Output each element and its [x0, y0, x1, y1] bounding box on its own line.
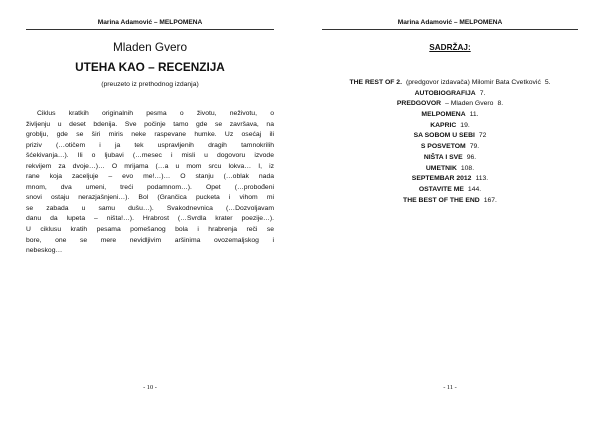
toc-entry: [300, 174, 600, 185]
body-line: snovi ostaju nerazjašnjeni…). Bol (Grančica pucketa i vihom mi: [26, 194, 274, 202]
review-author: Mladen Gvero: [112, 40, 188, 54]
body-line: bore, one se mere nevidljivim aršinima ovozemaljskog i: [26, 236, 274, 244]
toc-entry-page: 144.: [467, 185, 482, 193]
body-line: rekvijem za dvoje…)… O mrijama (…a u mom srcu lokva… I, iz: [26, 162, 274, 170]
body-line: groblju, gde se širi miris neke raspevane humke. Uz osećaj ili: [26, 131, 274, 139]
body-line: rane koja zaceljuje – evo me!…)… O stanju (…oblak nada: [26, 173, 274, 181]
toc-entry: [300, 185, 600, 196]
review-title: UTEHA KAO – RECENZIJA: [75, 60, 225, 74]
toc-entry: [300, 89, 600, 100]
toc-entry: [300, 110, 600, 121]
toc-entry-title: PREDGOVOR: [396, 100, 442, 108]
page-number: - 11 -: [443, 384, 457, 391]
toc-entry-title: NIŠTA I SVE: [423, 153, 463, 161]
toc-entry-title: THE REST OF 2.: [349, 79, 402, 86]
toc-entry-title: THE BEST OF THE END: [403, 196, 480, 204]
body-line: se zabada u samu dušu…). Svakodnevnica (…Dozvoljavam: [26, 204, 274, 212]
running-header: Marina Adamović – MELPOMENA: [97, 19, 203, 26]
toc-entry: [300, 131, 600, 142]
body-line: šćekivanja…). Ili o ljubavi (…mesec i misli u dogovoru izvode: [26, 152, 274, 160]
body-line: priziv (…otičem i ja tek uspravljenih dragih tamnokrilih: [26, 141, 274, 149]
toc-entry-page: 11.: [469, 111, 479, 119]
toc-heading: SADRŽAJ:: [429, 43, 471, 52]
body-line: danu da lupeta – ništa!…). Hrabrost (…Svrdla krater poezije…).: [26, 215, 274, 223]
toc-entry-page: 72: [478, 132, 487, 140]
body-line: nebeskog…: [26, 247, 63, 255]
toc-entry-page: 167.: [483, 196, 497, 204]
toc-entry: [300, 164, 600, 175]
body-line: U ciklusu kratih pesama pomešanog bola i hrabrenja reči se: [26, 226, 274, 234]
toc-entry: [300, 99, 600, 110]
page-number: - 10 -: [143, 384, 157, 391]
toc-entry: [300, 153, 600, 164]
toc-entry: [300, 78, 600, 89]
header-divider: [26, 29, 274, 30]
body-line: mnom, dva umeni, treći podamnom…). Opet (…probođeni: [26, 183, 274, 191]
toc-entry-page: 5.: [544, 79, 551, 86]
toc-entry-page: 108.: [460, 164, 475, 172]
toc-entry-page: 8.: [497, 100, 504, 108]
toc-entry-title: AUTOBIOGRAFIJA: [414, 89, 476, 97]
table-of-contents: [300, 78, 600, 206]
toc-entry: [300, 121, 600, 132]
review-subtitle: (preuzeto iz prethodnog izdanja): [101, 81, 199, 88]
right-page: [300, 0, 600, 425]
toc-entry-page: 113.: [475, 175, 489, 183]
toc-entry-title: UMETNIK: [425, 164, 457, 172]
toc-entry: [300, 142, 600, 153]
toc-entry-page: 7.: [479, 89, 486, 97]
header-divider: [322, 29, 578, 30]
review-body: [26, 109, 274, 257]
body-line: Ciklus kratkih originalnih pesma o životu, neživotu, o: [37, 110, 274, 117]
toc-entry-page: 96.: [466, 153, 477, 161]
toc-entry-title: MELPOMENA: [421, 111, 466, 119]
toc-entry-title: OSTAVITE ME: [418, 185, 464, 193]
toc-entry-title: KAPRIC: [430, 121, 457, 129]
toc-entry-page: 19.: [460, 121, 470, 129]
running-header: Marina Adamović – MELPOMENA: [397, 19, 503, 26]
toc-entry: [300, 196, 600, 207]
toc-entry-page: 79.: [469, 143, 480, 151]
body-line: življenju u deset bdenija. Sve počinje tamo gde se završava, na: [26, 120, 274, 128]
toc-entry-title: SA SOBOM U SEBI: [413, 132, 475, 140]
toc-entry-title: SEPTEMBAR 2012: [411, 175, 472, 183]
toc-entry-note: – Mladen Gvero: [445, 100, 494, 108]
toc-entry-title: S POSVETOM: [420, 143, 466, 151]
toc-entry-note: (predgovor izdavača) Milomir Bata Cvetković: [405, 79, 541, 86]
